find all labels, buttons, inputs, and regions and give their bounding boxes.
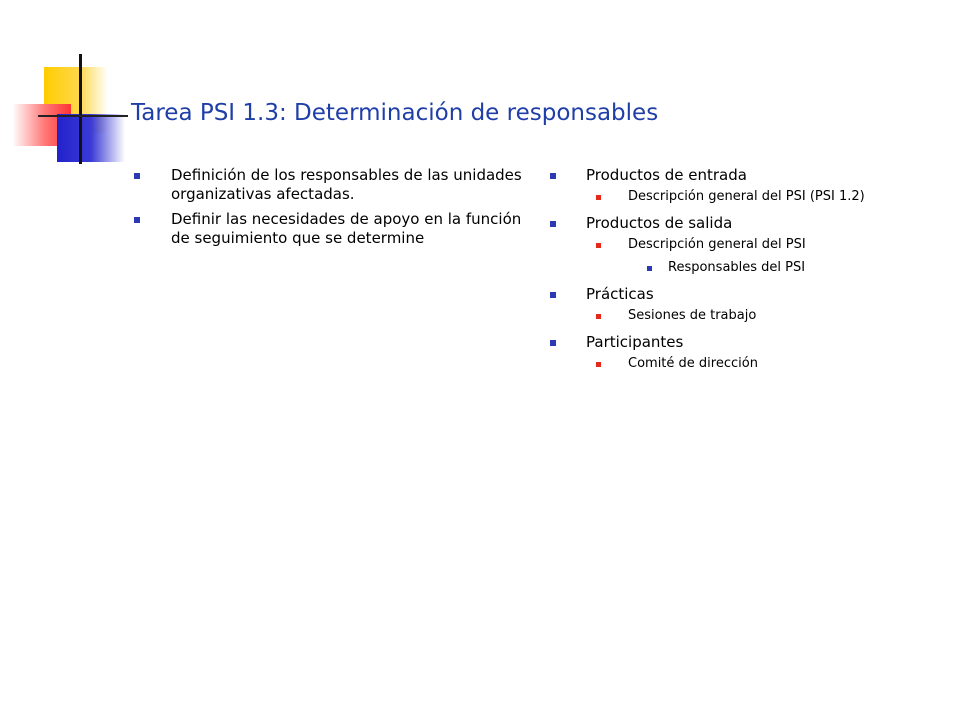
sub-list-item (548, 355, 948, 373)
square-bullet-icon (550, 292, 556, 298)
square-bullet-icon (647, 266, 652, 271)
sub-list-item (548, 307, 948, 325)
horizontal-line-shape (38, 115, 128, 117)
square-bullet-icon (134, 217, 140, 223)
group-label: Prácticas (586, 285, 654, 303)
square-bullet-icon (550, 173, 556, 179)
sub-item-text: Comité de dirección (628, 356, 758, 371)
list-item-text: Definición de los responsables de las unidades organizativas afectadas. (171, 166, 522, 203)
square-bullet-icon (550, 340, 556, 346)
sub-list-item (548, 236, 948, 254)
square-bullet-icon (596, 314, 601, 319)
list-item-text: Definir las necesidades de apoyo en la función de seguimiento que se determine (171, 210, 522, 247)
list-group-productos-entrada (548, 166, 948, 206)
list-item (132, 166, 532, 204)
list-item (548, 333, 948, 352)
right-bullet-list (548, 166, 948, 381)
square-bullet-icon (596, 195, 601, 200)
list-item (132, 210, 532, 248)
list-item (548, 285, 948, 304)
sub-item-text: Descripción general del PSI (PSI 1.2) (628, 189, 865, 204)
blue-square-shape (57, 114, 125, 162)
list-group-productos-salida (548, 214, 948, 277)
vertical-line-shape (79, 54, 82, 164)
sub-item-text: Descripción general del PSI (628, 237, 806, 252)
square-bullet-icon (550, 221, 556, 227)
square-bullet-icon (134, 173, 140, 179)
sub-sub-list-item (548, 259, 948, 277)
sub-list-item (548, 188, 948, 206)
sub-item-text: Sesiones de trabajo (628, 308, 757, 323)
slide-title: Tarea PSI 1.3: Determinación de responsables (131, 100, 659, 126)
list-item (548, 214, 948, 233)
list-group-practicas (548, 285, 948, 325)
list-group-participantes (548, 333, 948, 373)
group-label: Productos de salida (586, 214, 733, 232)
decorative-logo-graphic (0, 0, 140, 170)
group-label: Participantes (586, 333, 684, 351)
sub-sub-item-text: Responsables del PSI (668, 260, 806, 275)
square-bullet-icon (596, 362, 601, 367)
group-label: Productos de entrada (586, 166, 747, 184)
square-bullet-icon (596, 243, 601, 248)
list-item (548, 166, 948, 185)
left-bullet-list (132, 166, 532, 254)
